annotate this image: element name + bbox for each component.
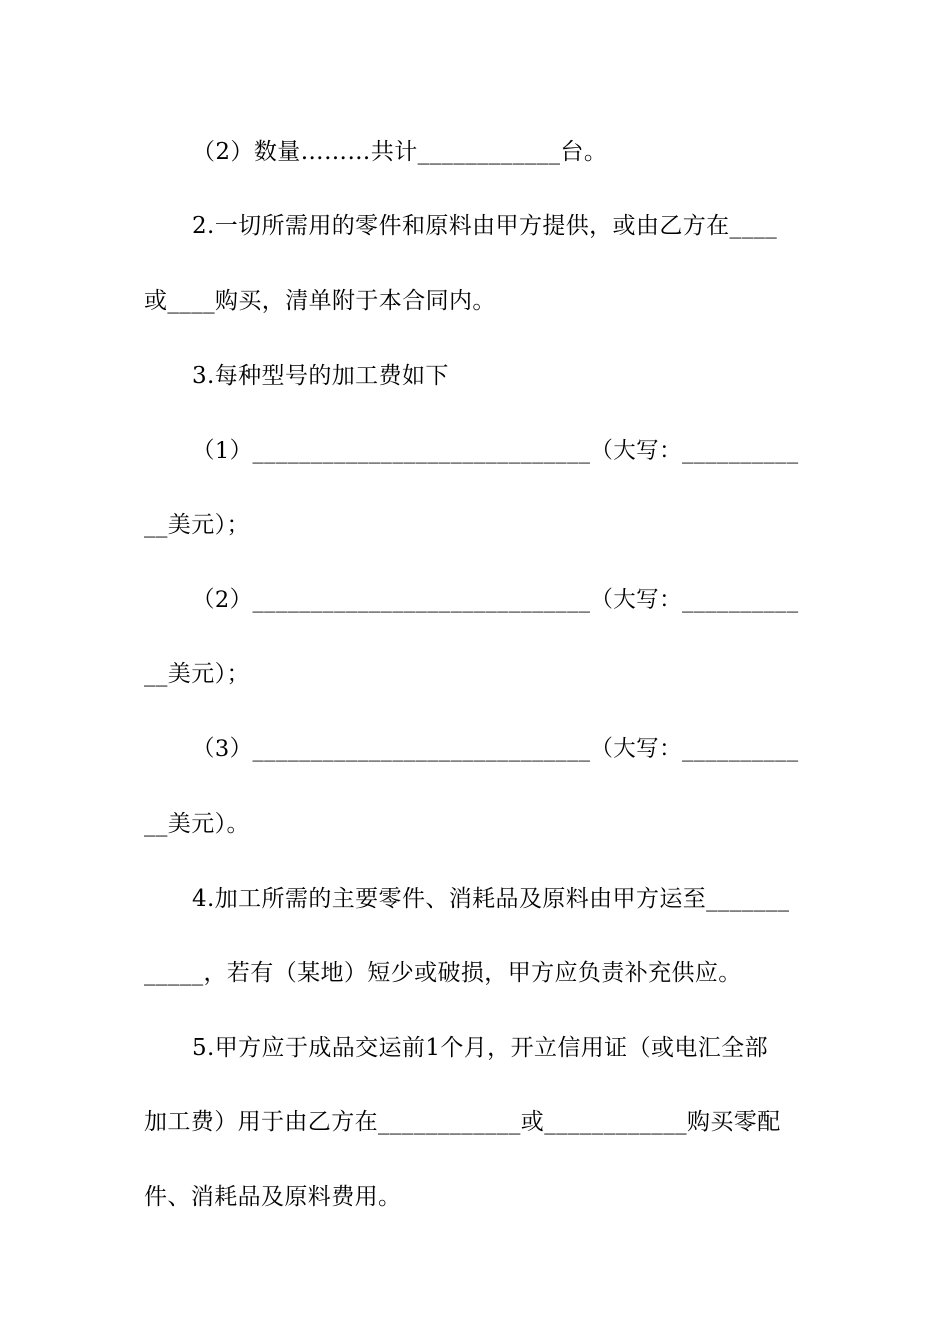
line-clause-5-part-3: 件、消耗品及原料费用。: [144, 1184, 402, 1210]
line-clause-5-part-2: 加工费）用于由乙方在____________或____________购买零配: [144, 1109, 781, 1135]
line-fee-item-2-cont: __美元）；: [144, 661, 250, 687]
line-quantity-total: （2）数量………共计____________台。: [192, 139, 608, 165]
line-fee-item-1: （1）_____________________________（大写：__________: [192, 438, 799, 464]
line-clause-5-part-1: 5.甲方应于成品交运前1个月，开立信用证（或电汇全部: [192, 1035, 768, 1061]
line-clause-2-part-2: 或____购买，清单附于本合同内。: [144, 288, 496, 314]
line-clause-4-part-2: _____，若有（某地）短少或破损，甲方应负责补充供应。: [144, 960, 742, 986]
line-clause-2-part-1: 2.一切所需用的零件和原料由甲方提供，或由乙方在____: [192, 213, 778, 239]
line-clause-3-heading: 3.每种型号的加工费如下: [192, 363, 449, 389]
line-fee-item-1-cont: __美元）；: [144, 512, 250, 538]
line-fee-item-3: （3）_____________________________（大写：__________: [192, 736, 799, 762]
line-fee-item-2: （2）_____________________________（大写：__________: [192, 587, 799, 613]
line-fee-item-3-cont: __美元）。: [144, 811, 250, 837]
line-clause-4-part-1: 4.加工所需的主要零件、消耗品及原料由甲方运至_______: [192, 886, 790, 912]
